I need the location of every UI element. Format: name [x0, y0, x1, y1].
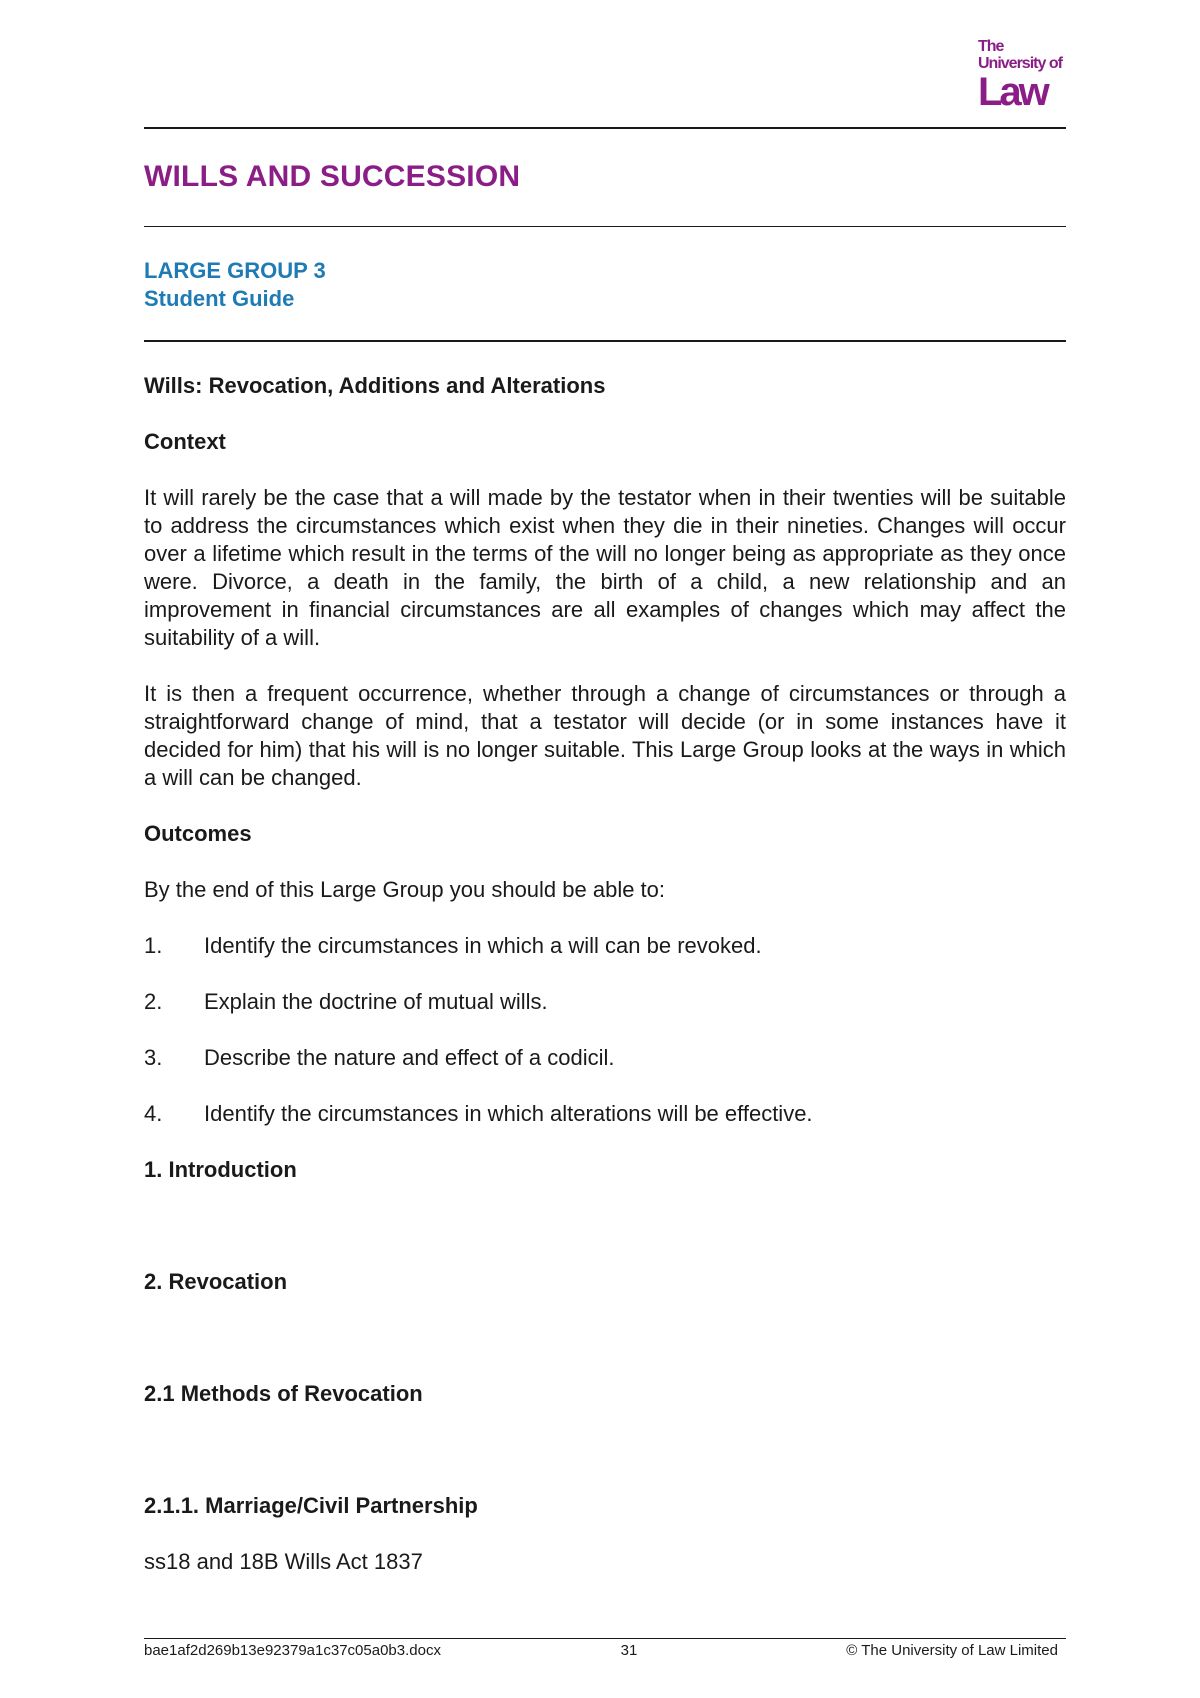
title-rule — [144, 226, 1066, 227]
outcomes-list — [144, 932, 1066, 1128]
footer-page-number: 31 — [620, 1642, 638, 1659]
logo-line-3: Law — [978, 70, 1047, 114]
logo-line-1: The — [978, 38, 1004, 55]
subtitle-guide: Student Guide — [144, 286, 295, 311]
list-item-number: 4. — [144, 1101, 163, 1126]
footer-copyright: © The University of Law Limited — [846, 1642, 1058, 1659]
header-rule — [144, 127, 1066, 129]
university-of-law-logo — [978, 38, 1070, 114]
list-item-text: Identify the circumstances in which a will can be revoked. — [204, 933, 762, 958]
list-item — [144, 1044, 1066, 1072]
document-body — [144, 372, 1066, 1576]
outcomes-intro: By the end of this Large Group you should be able to: — [144, 877, 666, 902]
section-introduction-heading: 1. Introduction — [144, 1157, 297, 1182]
topic-heading: Wills: Revocation, Additions and Alterations — [144, 373, 606, 398]
list-item — [144, 932, 1066, 960]
outcomes-heading: Outcomes — [144, 821, 252, 846]
list-item-number: 3. — [144, 1045, 163, 1070]
footer-rule — [144, 1638, 1066, 1639]
subtitle-group: LARGE GROUP 3 — [144, 258, 326, 283]
subtitle-rule — [144, 340, 1066, 342]
list-item-text: Describe the nature and effect of a codicil. — [204, 1045, 615, 1070]
logo-line-2: University of — [978, 55, 1062, 72]
context-paragraph-2: It is then a frequent occurrence, whether through a change of circumstances or through a straightforward change of mind, that a testator will decide (or in some instances have it decided for him) that his will is no longer suitable. This Large Group looks at the ways in which a will can be changed. — [144, 681, 1066, 790]
list-item — [144, 1100, 1066, 1128]
list-item — [144, 988, 1066, 1016]
section-methods-heading: 2.1 Methods of Revocation — [144, 1381, 423, 1406]
list-item-number: 2. — [144, 989, 163, 1014]
list-item-text: Identify the circumstances in which alterations will be effective. — [204, 1101, 813, 1126]
section-marriage-heading: 2.1.1. Marriage/Civil Partnership — [144, 1493, 478, 1518]
list-item-text: Explain the doctrine of mutual wills. — [204, 989, 548, 1014]
list-item-number: 1. — [144, 933, 163, 958]
subtitle-block — [144, 257, 326, 313]
footer-filename: bae1af2d269b13e92379a1c37c05a0b3.docx — [144, 1642, 441, 1659]
section-marriage-text: ss18 and 18B Wills Act 1837 — [144, 1549, 423, 1574]
context-heading: Context — [144, 429, 226, 454]
page-footer — [144, 1642, 1066, 1662]
section-revocation-heading: 2. Revocation — [144, 1269, 288, 1294]
context-paragraph-1: It will rarely be the case that a will made by the testator when in their twenties will be suitable to address the circumstances which exist when they die in their nineties. Changes will occur over a lifetime which result in the terms of the will no longer being as appropriate as they once were. Divorce, a death in the family, the birth of a child, a new relationship and an improvement in financial circumstances are all examples of changes which may affect the suitability of a will. — [144, 485, 1066, 650]
document-title: WILLS AND SUCCESSION — [144, 160, 521, 193]
